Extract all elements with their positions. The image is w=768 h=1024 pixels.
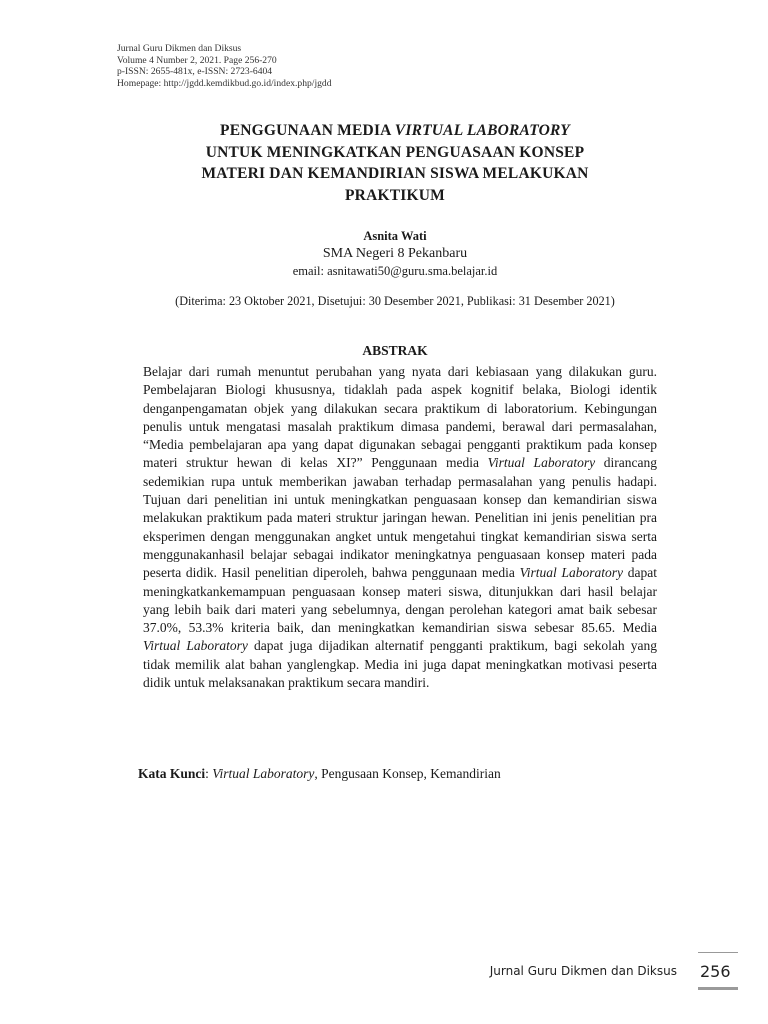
abstract-text-2: dirancang sedemikian rupa untuk memberikan jawaban terhadap permasalahan yang penulis hadapi. Tujuan dari penelitian ini untuk meningkatkan penguasaan konsep dan kemandirian siswa melakukan praktikum pada materi struktur jaringan hewan. Penelitian ini jenis penelitian pra eksperimen dengan menggunakan angket untuk mengetahui tingkat kemandirian siswa serta menggunakanhasil belajar sebagai indikator meningkatnya penguasaan konsep materi pada peserta didik. Hasil penelitian diperoleh, bahwa penggunaan media <box>143 455 657 581</box>
author-block <box>110 228 680 279</box>
abstract-body <box>143 363 657 692</box>
page-number-rule-bottom <box>698 987 738 990</box>
title-part2: UNTUK MENINGKATKAN PENGUASAAN KONSEP <box>205 143 585 161</box>
author-affiliation: SMA Negeri 8 Pekanbaru <box>322 246 468 261</box>
abstract-text-1: Belajar dari rumah menuntut perubahan yang nyata dari kebiasaan yang dilakukan guru. Pembelajaran Biologi khususnya, tidaklah pada aspek kognitif belaka, Biologi identik denganpengamatan objek yang dilakukan secara praktikum di laboratorium. Kebingungan penulis untuk mengatasi masalah praktikum dimasa pandemi, berawal dari permasalahan, “Media pembelajaran apa yang dapat digunakan sebagai pengganti praktikum pada konsep materi struktur hewan di kelas XI?” Penggunaan media <box>143 364 657 471</box>
journal-issn: p-ISSN: 2655-481x, e-ISSN: 2723-6404 <box>117 66 273 78</box>
publication-dates: (Diterima: 23 Oktober 2021, Disetujui: 30 Desember 2021, Publikasi: 31 Desember 2021) <box>175 294 615 308</box>
title-part1: PENGGUNAAN MEDIA <box>220 122 395 139</box>
abstract-heading: ABSTRAK <box>362 343 428 358</box>
keywords-rest: , Pengusaan Konsep, Kemandirian <box>314 766 501 781</box>
title-part4: PRAKTIKUM <box>345 186 445 204</box>
paper-title <box>110 120 680 206</box>
author-name: Asnita Wati <box>363 229 427 243</box>
journal-meta <box>117 43 332 89</box>
keywords-label: Kata Kunci <box>138 766 206 781</box>
abstract-term-2: Virtual Laboratory <box>519 565 624 581</box>
keywords-italic: Virtual Laboratory <box>212 766 315 781</box>
page-number: 256 <box>700 962 731 981</box>
abstract-text-3: dapat meningkatkankemampuan penguasaan konsep materi siswa, ditunjukkan dari hasil belajar yang lebih baik dari materi yang sebelumnya, dengan perolehan kategori amat baik sebesar 37.0%, 53.3% kriteria baik, dan meningkatkan kemandirian siswa sebesar 85.65. Media <box>143 565 657 636</box>
title-part3: MATERI DAN KEMANDIRIAN SISWA MELAKUKAN <box>201 165 589 182</box>
keywords-colon: : <box>205 766 213 781</box>
abstract-term-1: Virtual Laboratory <box>487 455 596 471</box>
abstract-text-4: dapat juga dijadikan alternatif pengganti praktikum, bagi sekolah yang tidak memilik alat bahan yanglengkap. Media ini juga dapat meningkatkan motivasi peserta didik untuk melaksanakan praktikum secara mandiri. <box>143 638 657 691</box>
footer-journal-name: Jurnal Guru Dikmen dan Diksus <box>489 964 677 978</box>
title-italic: VIRTUAL LABORATORY <box>394 122 570 139</box>
abstract-term-3: Virtual Laboratory <box>143 638 248 654</box>
author-email: email: asnitawati50@guru.sma.belajar.id <box>292 264 498 278</box>
journal-volume: Volume 4 Number 2, 2021. Page 256-270 <box>117 54 277 66</box>
journal-homepage: Homepage: http://jgdd.kemdikbud.go.id/index.php/jgdd <box>117 77 332 89</box>
page-number-rule-top <box>698 952 738 953</box>
keywords <box>138 765 501 783</box>
journal-name: Jurnal Guru Dikmen dan Diksus <box>117 43 242 54</box>
